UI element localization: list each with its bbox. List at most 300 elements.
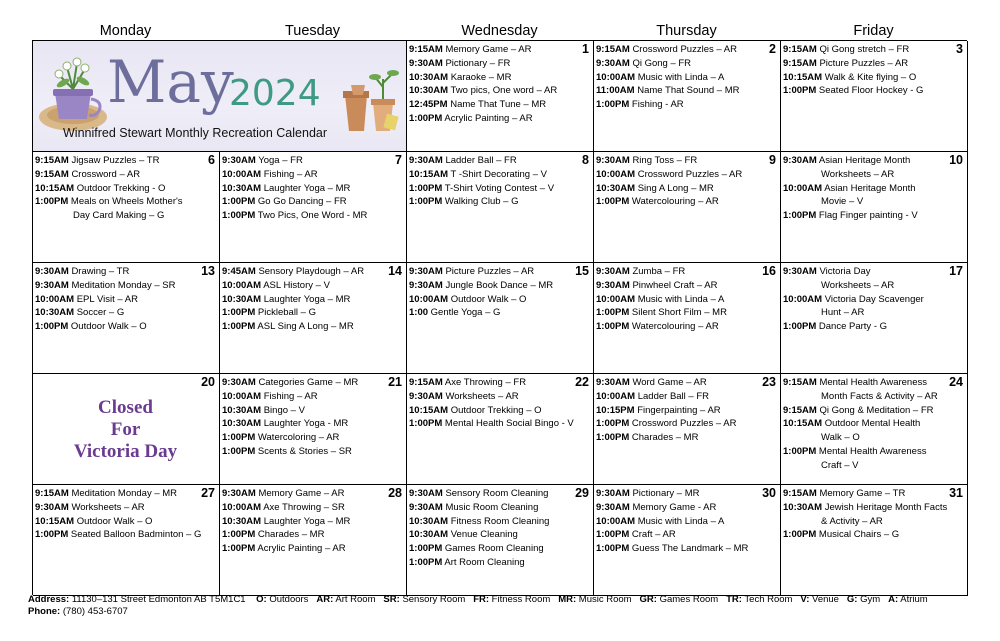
weekday-header xyxy=(32,22,967,41)
event-item xyxy=(783,320,964,334)
event-text: Name That Sound – MR xyxy=(637,85,740,97)
event-text: Acrylic Painting – AR xyxy=(444,112,533,124)
flower-pot-icon xyxy=(37,53,109,135)
legend-label: Music Room xyxy=(578,594,632,605)
event-item xyxy=(783,306,964,320)
event-time: 9:15AM xyxy=(783,57,817,69)
event-text: Memory Game – AR xyxy=(445,44,532,55)
event-time: 1:00PM xyxy=(409,418,443,430)
day-cell xyxy=(594,485,781,596)
event-item xyxy=(35,195,216,209)
event-item xyxy=(222,417,403,431)
event-text: Name That Tune – MR xyxy=(450,99,547,110)
event-item xyxy=(409,57,590,71)
event-time: 1:00PM xyxy=(35,196,69,208)
event-time: 9:30AM xyxy=(596,279,630,291)
event-text: Fishing – AR xyxy=(263,390,318,402)
event-time: 10:15AM xyxy=(409,404,449,416)
event-text: Categories Game – MR xyxy=(258,377,359,388)
event-item xyxy=(222,431,403,445)
event-time: 10:00AM xyxy=(596,168,636,180)
closed-notice: Victoria Day xyxy=(73,441,178,462)
day-cell xyxy=(220,374,407,485)
day-cell xyxy=(781,485,968,596)
event-item xyxy=(409,293,590,307)
event-time: 1:00PM xyxy=(596,307,630,319)
event-item xyxy=(596,154,777,168)
event-time: 9:30AM xyxy=(596,501,630,513)
event-text: Memory Game – TR xyxy=(819,488,906,499)
event-text: Craft – AR xyxy=(631,529,676,541)
event-text: Qi Gong stretch – FR xyxy=(819,44,910,55)
event-text: Ladder Ball – FR xyxy=(445,155,517,166)
event-item xyxy=(783,417,964,431)
event-item xyxy=(783,209,964,223)
event-time: 1:00PM xyxy=(409,112,443,124)
legend-label: Art Room xyxy=(335,594,376,605)
event-text: T -Shirt Decorating – V xyxy=(450,168,547,180)
event-time: 10:00AM xyxy=(596,390,636,402)
day-number: 2 xyxy=(769,42,776,56)
event-text: Watercolouring – AR xyxy=(631,321,719,332)
event-time: 9:30AM xyxy=(222,155,256,166)
event-item xyxy=(596,417,777,431)
event-item xyxy=(409,376,590,390)
event-item xyxy=(783,182,964,196)
event-time: 1:00PM xyxy=(222,210,256,221)
event-time: 1:00PM xyxy=(596,432,630,443)
event-time: 1:00PM xyxy=(596,196,630,208)
event-text: Outdoor Mental Health xyxy=(824,418,921,430)
event-item xyxy=(783,459,964,473)
event-time: 10:30AM xyxy=(222,418,262,430)
event-time: 9:30AM xyxy=(409,57,443,69)
event-item xyxy=(783,501,964,515)
event-time: 10:30AM xyxy=(409,71,449,83)
day-number: 31 xyxy=(949,486,963,500)
day-number: 24 xyxy=(949,375,963,389)
event-time: 1:00PM xyxy=(222,432,256,443)
event-item xyxy=(222,542,403,556)
event-text: Pictionary – FR xyxy=(445,57,511,69)
event-item xyxy=(783,154,964,168)
event-item xyxy=(783,487,964,501)
legend-code: G: xyxy=(846,594,858,605)
day-cell xyxy=(407,263,594,374)
event-text: Crossword Puzzles – AR xyxy=(637,168,743,180)
event-item xyxy=(409,43,590,57)
event-item xyxy=(35,306,216,320)
event-time: 1:00PM xyxy=(409,196,443,208)
event-item xyxy=(222,182,403,196)
event-text: Guess The Landmark – MR xyxy=(631,543,749,554)
event-text: Ladder Ball – FR xyxy=(637,390,710,402)
event-item xyxy=(783,43,964,57)
event-time: 1:00PM xyxy=(409,182,443,194)
event-text: Sing A Long – MR xyxy=(637,182,714,194)
event-time: 9:30AM xyxy=(596,377,630,388)
event-item xyxy=(783,57,964,71)
event-text: Games Room Cleaning xyxy=(444,543,544,554)
day-number: 6 xyxy=(208,153,215,167)
event-text: ASL Sing A Long – MR xyxy=(257,321,354,332)
legend-code: O: xyxy=(256,594,267,605)
day-number: 30 xyxy=(762,486,776,500)
event-time: 1:00PM xyxy=(783,210,817,221)
event-time: 10:15AM xyxy=(783,71,823,83)
event-item xyxy=(596,43,777,57)
event-time: 1:00PM xyxy=(783,445,817,457)
legend-label: Outdoors xyxy=(269,594,309,605)
event-item xyxy=(409,515,590,529)
event-time: 9:15AM xyxy=(35,488,69,499)
event-item xyxy=(409,279,590,293)
event-text: Walking Club – G xyxy=(444,196,519,208)
closed-notice: For xyxy=(110,419,141,440)
event-text: Music with Linda – A xyxy=(637,293,725,305)
day-cell xyxy=(781,374,968,485)
event-item xyxy=(35,168,216,182)
event-text: Flag Finger painting - V xyxy=(818,210,918,221)
event-item xyxy=(222,168,403,182)
event-time: 1:00PM xyxy=(783,321,817,332)
day-number: 21 xyxy=(388,375,402,389)
day-number: 15 xyxy=(575,264,589,278)
event-time: 9:15AM xyxy=(783,377,817,388)
event-item xyxy=(596,293,777,307)
event-text: Victoria Day xyxy=(819,266,871,277)
day-cell xyxy=(33,263,220,374)
legend-label: Fitness Room xyxy=(491,594,551,605)
event-text: Musical Chairs – G xyxy=(818,529,900,541)
event-item xyxy=(596,487,777,501)
day-cell xyxy=(33,374,220,485)
event-text: Mental Health Awareness xyxy=(819,377,927,388)
event-item xyxy=(596,182,777,196)
event-text: Outdoor Trekking – O xyxy=(450,404,542,416)
event-time: 9:30AM xyxy=(596,57,630,69)
day-cell xyxy=(220,263,407,374)
event-text: Qi Gong – FR xyxy=(632,57,692,69)
event-item xyxy=(409,71,590,85)
event-time: 10:00AM xyxy=(596,71,636,83)
event-time: 9:30AM xyxy=(409,390,443,402)
event-text: Word Game – AR xyxy=(632,377,707,388)
weekday-monday: Monday xyxy=(99,23,152,39)
event-text: EPL Visit – AR xyxy=(76,293,138,305)
event-item xyxy=(596,431,777,445)
event-text: Jewish Heritage Month Facts xyxy=(824,501,948,513)
event-time: 10:15PM xyxy=(596,404,635,416)
event-item xyxy=(35,209,216,223)
day-number: 23 xyxy=(762,375,776,389)
address-label: Address: xyxy=(28,594,70,605)
event-text: Dance Party - G xyxy=(818,321,888,332)
event-text: Pictionary – MR xyxy=(632,488,700,499)
event-time: 10:30AM xyxy=(409,515,449,527)
day-cell xyxy=(33,485,220,596)
event-item xyxy=(783,445,964,459)
event-item xyxy=(409,542,590,556)
day-number: 27 xyxy=(201,486,215,500)
day-number: 10 xyxy=(949,153,963,167)
event-text: Asian Heritage Month xyxy=(824,182,916,194)
event-text: Ring Toss – FR xyxy=(632,155,698,166)
event-time: 9:15AM xyxy=(409,377,443,388)
room-legend xyxy=(248,594,927,605)
event-text: Go Go Dancing – FR xyxy=(257,196,347,208)
event-item xyxy=(409,487,590,501)
event-text: Zumba – FR xyxy=(632,266,686,277)
footer xyxy=(28,594,928,617)
event-item xyxy=(409,404,590,418)
legend-code: A: xyxy=(888,594,899,605)
event-item xyxy=(222,487,403,501)
event-item xyxy=(222,404,403,418)
event-text: Watercolouring – AR xyxy=(631,196,719,208)
legend-code: AR: xyxy=(316,594,334,605)
event-item xyxy=(409,528,590,542)
event-text: Scents & Stories – SR xyxy=(257,445,352,457)
event-item xyxy=(409,556,590,570)
event-text: Pinwheel Craft – AR xyxy=(632,279,718,291)
event-text: Craft – V xyxy=(821,459,859,471)
event-text: Axe Throwing – SR xyxy=(263,501,345,513)
event-time: 9:30AM xyxy=(783,155,817,166)
event-time: 9:30AM xyxy=(409,501,443,513)
event-text: Fingerpainting – AR xyxy=(637,404,721,416)
event-item xyxy=(222,209,403,223)
event-item xyxy=(783,84,964,98)
event-item xyxy=(222,265,403,279)
day-cell xyxy=(594,263,781,374)
event-item xyxy=(783,279,964,293)
event-text: Laughter Yoga – MR xyxy=(263,182,351,194)
event-text: ASL History – V xyxy=(263,279,330,291)
event-time: 9:30AM xyxy=(409,155,443,166)
footer-phone-line xyxy=(28,606,928,618)
event-text: Laughter Yoga – MR xyxy=(263,515,351,527)
event-item xyxy=(409,501,590,515)
event-text: Pickleball – G xyxy=(257,307,316,319)
day-cell xyxy=(407,374,594,485)
event-text: Worksheets – AR xyxy=(821,168,895,180)
event-time: 1:00PM xyxy=(222,543,256,554)
day-cell xyxy=(220,152,407,263)
event-text: Walk & Kite flying – O xyxy=(824,71,917,83)
day-number: 9 xyxy=(769,153,776,167)
day-cell xyxy=(33,152,220,263)
event-time: 10:30AM xyxy=(783,501,823,513)
event-item xyxy=(35,279,216,293)
event-time: 1:00PM xyxy=(596,99,630,110)
event-item xyxy=(596,320,777,334)
event-text: Meditation Monday – SR xyxy=(71,279,176,291)
event-text: & Activity – AR xyxy=(821,515,883,527)
event-time: 10:30AM xyxy=(35,307,75,319)
event-time: 9:15AM xyxy=(35,168,69,180)
event-item xyxy=(409,154,590,168)
address-value: 11130–131 Street Edmonton AB T5M1C1 xyxy=(71,594,246,605)
event-text: Asian Heritage Month xyxy=(818,155,911,166)
event-text: Mental Health Awareness xyxy=(818,445,927,457)
event-time: 10:00AM xyxy=(596,293,636,305)
event-text: Acrylic Painting – AR xyxy=(257,543,346,554)
event-item xyxy=(35,487,216,501)
day-number: 22 xyxy=(575,375,589,389)
event-text: Charades – MR xyxy=(631,432,699,443)
event-item xyxy=(596,501,777,515)
event-text: Two pics, One word – AR xyxy=(450,85,558,97)
event-item xyxy=(222,445,403,459)
day-cell xyxy=(594,374,781,485)
event-text: Sensory Playdough – AR xyxy=(258,266,365,277)
event-time: 10:30AM xyxy=(222,293,262,305)
event-item xyxy=(409,182,590,196)
event-text: Karaoke – MR xyxy=(450,71,512,83)
event-time: 9:30AM xyxy=(222,488,256,499)
day-number: 14 xyxy=(388,264,402,278)
event-time: 10:00AM xyxy=(222,390,262,402)
legend-code: GR: xyxy=(639,594,657,605)
event-time: 1:00PM xyxy=(409,556,443,568)
event-time: 10:30AM xyxy=(596,182,636,194)
event-time: 1:00PM xyxy=(222,307,256,319)
event-time: 1:00PM xyxy=(35,321,69,332)
event-item xyxy=(222,154,403,168)
event-text: Meditation Monday – MR xyxy=(71,488,178,499)
event-item xyxy=(596,390,777,404)
event-time: 1:00PM xyxy=(783,529,817,541)
legend-label: Games Room xyxy=(659,594,719,605)
event-time: 9:30AM xyxy=(409,279,443,291)
event-item xyxy=(222,279,403,293)
legend-label: Atrium xyxy=(900,594,928,605)
event-time: 10:00AM xyxy=(409,293,449,305)
event-item xyxy=(409,306,590,320)
event-time: 11:00AM xyxy=(596,85,635,97)
event-item xyxy=(783,376,964,390)
event-text: Soccer – G xyxy=(76,307,125,319)
event-text: Fishing – AR xyxy=(263,168,318,180)
event-item xyxy=(596,279,777,293)
event-item xyxy=(596,515,777,529)
event-time: 1:00PM xyxy=(222,196,256,208)
weekday-friday: Friday xyxy=(853,23,894,39)
event-item xyxy=(596,168,777,182)
event-text: Picture Puzzles – AR xyxy=(819,57,909,69)
event-time: 9:15AM xyxy=(596,44,630,55)
event-text: Memory Game - AR xyxy=(632,501,717,513)
event-item xyxy=(783,195,964,209)
event-text: Outdoor Walk – O xyxy=(76,515,153,527)
event-item xyxy=(409,168,590,182)
event-time: 9:30AM xyxy=(409,266,443,277)
event-text: Jigsaw Puzzles – TR xyxy=(71,155,160,166)
event-time: 9:30AM xyxy=(596,266,630,277)
event-text: Picture Puzzles – AR xyxy=(445,266,535,277)
event-time: 9:30AM xyxy=(35,266,69,277)
event-item xyxy=(35,528,216,542)
event-text: Laughter Yoga - MR xyxy=(263,418,349,430)
event-item xyxy=(409,265,590,279)
event-text: Seated Floor Hockey - G xyxy=(818,85,924,97)
event-text: Outdoor Walk – O xyxy=(70,321,147,332)
closed-notice: Closed xyxy=(98,397,153,418)
event-text: Laughter Yoga – MR xyxy=(263,293,351,305)
event-time: 9:30AM xyxy=(35,279,69,291)
event-item xyxy=(783,515,964,529)
event-time: 9:45AM xyxy=(222,266,256,277)
day-cell xyxy=(594,152,781,263)
legend-label: Sensory Room xyxy=(402,594,466,605)
event-item xyxy=(35,293,216,307)
event-item xyxy=(222,390,403,404)
event-item xyxy=(783,431,964,445)
event-item xyxy=(596,57,777,71)
event-item xyxy=(783,168,964,182)
event-text: Axe Throwing – FR xyxy=(444,377,527,388)
event-text: Yoga – FR xyxy=(258,155,303,166)
event-item xyxy=(596,84,777,98)
event-text: Crossword Puzzles – AR xyxy=(631,418,737,430)
event-text: Music with Linda – A xyxy=(637,71,725,83)
event-item xyxy=(35,320,216,334)
event-text: Sensory Room Cleaning xyxy=(445,488,549,499)
phone-label: Phone: xyxy=(28,605,61,617)
event-item xyxy=(222,515,403,529)
event-item xyxy=(35,154,216,168)
event-item xyxy=(222,306,403,320)
event-time: 10:00AM xyxy=(596,515,636,527)
event-text: Victoria Day Scavenger xyxy=(824,293,924,305)
event-text: Crossword Puzzles – AR xyxy=(632,44,737,55)
event-time: 10:15AM xyxy=(35,515,75,527)
event-text: Two Pics, One Word - MR xyxy=(257,210,368,221)
event-time: 10:30AM xyxy=(222,182,262,194)
legend-label: Venue xyxy=(812,594,839,605)
event-item xyxy=(409,112,590,126)
event-time: 1:00PM xyxy=(783,85,817,97)
day-number: 13 xyxy=(201,264,215,278)
event-text: Walk – O xyxy=(821,432,860,443)
event-time: 10:30AM xyxy=(409,85,449,97)
event-item xyxy=(596,306,777,320)
day-cell xyxy=(407,41,594,152)
day-cell xyxy=(407,485,594,596)
event-time: 9:15AM xyxy=(783,44,817,55)
event-time: 10:30AM xyxy=(222,515,262,527)
event-text: Fishing - AR xyxy=(631,99,684,110)
event-item xyxy=(222,528,403,542)
legend-code: MR: xyxy=(558,594,577,605)
event-time: 12:45PM xyxy=(409,99,448,110)
event-item xyxy=(222,195,403,209)
event-item xyxy=(409,417,590,431)
event-time: 9:30AM xyxy=(596,155,630,166)
event-item xyxy=(783,404,964,418)
event-time: 10:00AM xyxy=(783,182,823,194)
event-text: Jungle Book Dance – MR xyxy=(445,279,554,291)
event-item xyxy=(409,390,590,404)
event-time: 9:30AM xyxy=(222,377,256,388)
legend-label: Tech Room xyxy=(744,594,793,605)
event-time: 10:00AM xyxy=(222,279,262,291)
event-text: Outdoor Trekking - O xyxy=(76,182,166,194)
event-text: Mental Health Social Bingo - V xyxy=(444,418,574,430)
weekday-thursday: Thursday xyxy=(656,23,717,39)
event-item xyxy=(35,515,216,529)
